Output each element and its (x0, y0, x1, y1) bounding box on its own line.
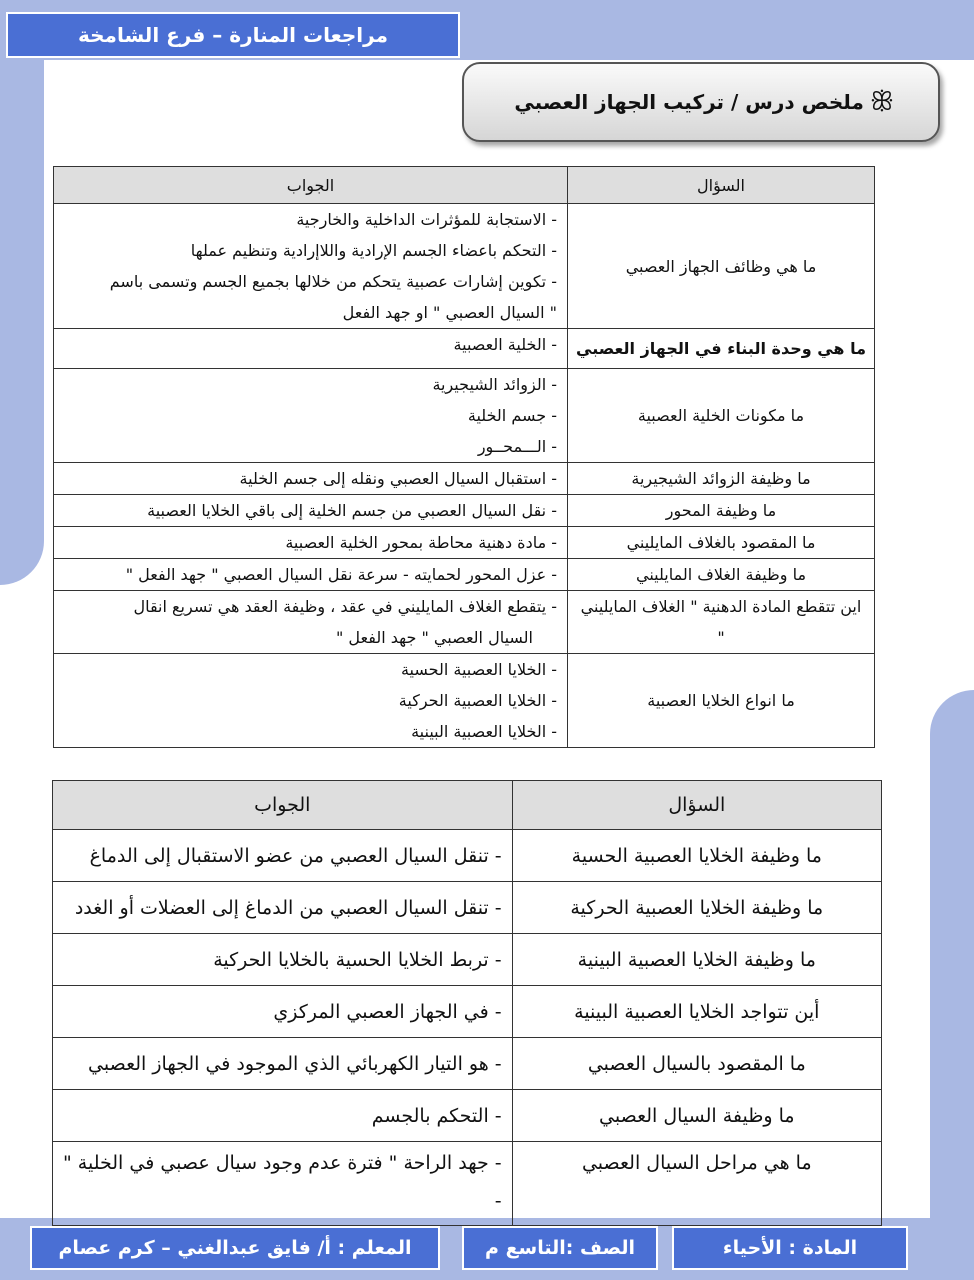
question-cell: ما المقصود بالسيال العصبي (512, 1038, 881, 1090)
answer-line: - جسم الخلية (467, 406, 557, 425)
answer-cell (54, 527, 568, 559)
question-cell: ما انواع الخلايا العصبية (568, 654, 875, 748)
answer-cell (54, 463, 568, 495)
answer-line: - يتقطع الغلاف المايليني في عقد ، وظيفة العقد هي تسريع انقال (133, 597, 557, 616)
question-cell: ما هي وظائف الجهاز العصبي (568, 204, 875, 329)
table-row (53, 1142, 882, 1226)
question-cell: أين تتواجد الخلايا العصبية البينية (512, 986, 881, 1038)
answer-line: - التحكم بالجسم (371, 1104, 502, 1127)
answer-line: - تنقل السيال العصبي من عضو الاستقبال إلى الدماغ (89, 844, 502, 867)
answer-cell (53, 830, 513, 882)
question-cell: ما المقصود بالغلاف المايليني (568, 527, 875, 559)
answer-line: السيال العصبي " جهد الفعل " (335, 628, 533, 647)
lesson-title-box (462, 62, 940, 142)
answer-cell (54, 654, 568, 748)
answer-line: - تربط الخلايا الحسية بالخلايا الحركية (213, 948, 502, 971)
summary-table-1 (53, 166, 875, 748)
table-row (53, 934, 882, 986)
question-cell: ما هي مراحل السيال العصبي (512, 1142, 881, 1226)
frame-left (0, 0, 44, 585)
answer-cell (54, 591, 568, 654)
answer-line: - الزوائد الشيجيرية (432, 375, 557, 394)
header-banner (6, 12, 460, 58)
question-cell: ما وظيفة الغلاف المايليني (568, 559, 875, 591)
grade-banner (462, 1226, 658, 1270)
answer-cell (54, 329, 568, 369)
answer-cell (53, 1090, 513, 1142)
answer-line: - الخلايا العصبية الحركية (398, 691, 557, 710)
answer-line: - مادة دهنية محاطة بمحور الخلية العصبية (285, 533, 557, 552)
table-row (53, 1090, 882, 1142)
table-row (53, 882, 882, 934)
answer-cell (53, 1142, 513, 1226)
answer-line: - الخلايا العصبية البينية (411, 722, 557, 741)
answer-line: - الخلايا العصبية الحسية (400, 660, 557, 679)
table-row (54, 495, 875, 527)
question-header: السؤال (512, 781, 881, 830)
answer-cell (53, 934, 513, 986)
answer-line: - في الجهاز العصبي المركزي (273, 1000, 502, 1023)
question-cell: ما وظيفة المحور (568, 495, 875, 527)
subject-label: المادة : الأحياء (722, 1237, 858, 1259)
answer-cell (54, 204, 568, 329)
question-cell: ما وظيفة السيال العصبي (512, 1090, 881, 1142)
answer-line: - تكوين إشارات عصبية يتحكم من خلالها بجميع الجسم وتسمى باسم (109, 272, 557, 291)
teacher-banner (30, 1226, 440, 1270)
table-row (53, 830, 882, 882)
question-cell: ما وظيفة الخلايا العصبية الحسية (512, 830, 881, 882)
answer-line: - استقبال السيال العصبي ونقله إلى جسم الخلية (239, 469, 557, 488)
table-row (54, 369, 875, 463)
question-cell: ما وظيفة الخلايا العصبية الحركية (512, 882, 881, 934)
answer-cell (54, 369, 568, 463)
table-row (54, 463, 875, 495)
table-row (54, 204, 875, 329)
answer-cell (53, 882, 513, 934)
table-row (53, 986, 882, 1038)
answer-line: - الـــمحــور (477, 437, 557, 456)
table-row (54, 527, 875, 559)
answer-cell (54, 559, 568, 591)
table-row (54, 654, 875, 748)
table-row (53, 1038, 882, 1090)
answer-line: - الاستجابة للمؤثرات الداخلية والخارجية (296, 210, 557, 229)
header-title: مراجعات المنارة – فرع الشامخة (78, 23, 388, 47)
answer-line: - نقل السيال العصبي من جسم الخلية إلى باقي الخلايا العصبية (147, 501, 557, 520)
answer-line: - تنقل السيال العصبي من الدماغ إلى العضلات أو الغدد (74, 896, 502, 919)
answer-cell (53, 1038, 513, 1090)
table-header-row (54, 167, 875, 204)
frame-right (930, 690, 974, 1280)
answer-line: - الخلية العصبية (453, 335, 557, 354)
question-cell: اين تتقطع المادة الدهنية " الغلاف المايليني " (568, 591, 875, 654)
summary-table-2 (52, 780, 882, 1226)
answer-cell (53, 986, 513, 1038)
question-cell: ما وظيفة الزوائد الشيجيرية (568, 463, 875, 495)
answer-header: الجواب (54, 167, 568, 204)
answer-line: - عزل المحور لحمايته - سرعة نقل السيال العصبي " جهد الفعل " (125, 565, 557, 584)
question-cell: ما هي وحدة البناء في الجهاز العصبي (568, 329, 875, 369)
table-row (54, 559, 875, 591)
ornament-icon: ꕥ (869, 86, 894, 117)
answer-line: " السيال العصبي " او جهد الفعل (342, 303, 557, 322)
answer-line: - (494, 1190, 502, 1212)
table-row (54, 591, 875, 654)
question-cell: ما وظيفة الخلايا العصبية البينية (512, 934, 881, 986)
question-header: السؤال (568, 167, 875, 204)
table-row (54, 329, 875, 369)
subject-banner (672, 1226, 908, 1270)
answer-cell (54, 495, 568, 527)
answer-line: - هو التيار الكهربائي الذي الموجود في الجهاز العصبي (88, 1052, 502, 1075)
lesson-title: ملخص درس / تركيب الجهاز العصبي (514, 90, 864, 114)
answer-line: - جهد الراحة " فترة عدم وجود سيال عصبي في الخلية " (63, 1152, 502, 1174)
table-header-row (53, 781, 882, 830)
grade-label: الصف :التاسع م (485, 1237, 635, 1259)
answer-line: - التحكم باعضاء الجسم الإرادية واللاإرادية وتنظيم عملها (190, 241, 557, 260)
teacher-label: المعلم : أ/ فايق عبدالغني – كرم عصام (58, 1237, 412, 1259)
question-cell: ما مكونات الخلية العصبية (568, 369, 875, 463)
answer-header: الجواب (53, 781, 513, 830)
